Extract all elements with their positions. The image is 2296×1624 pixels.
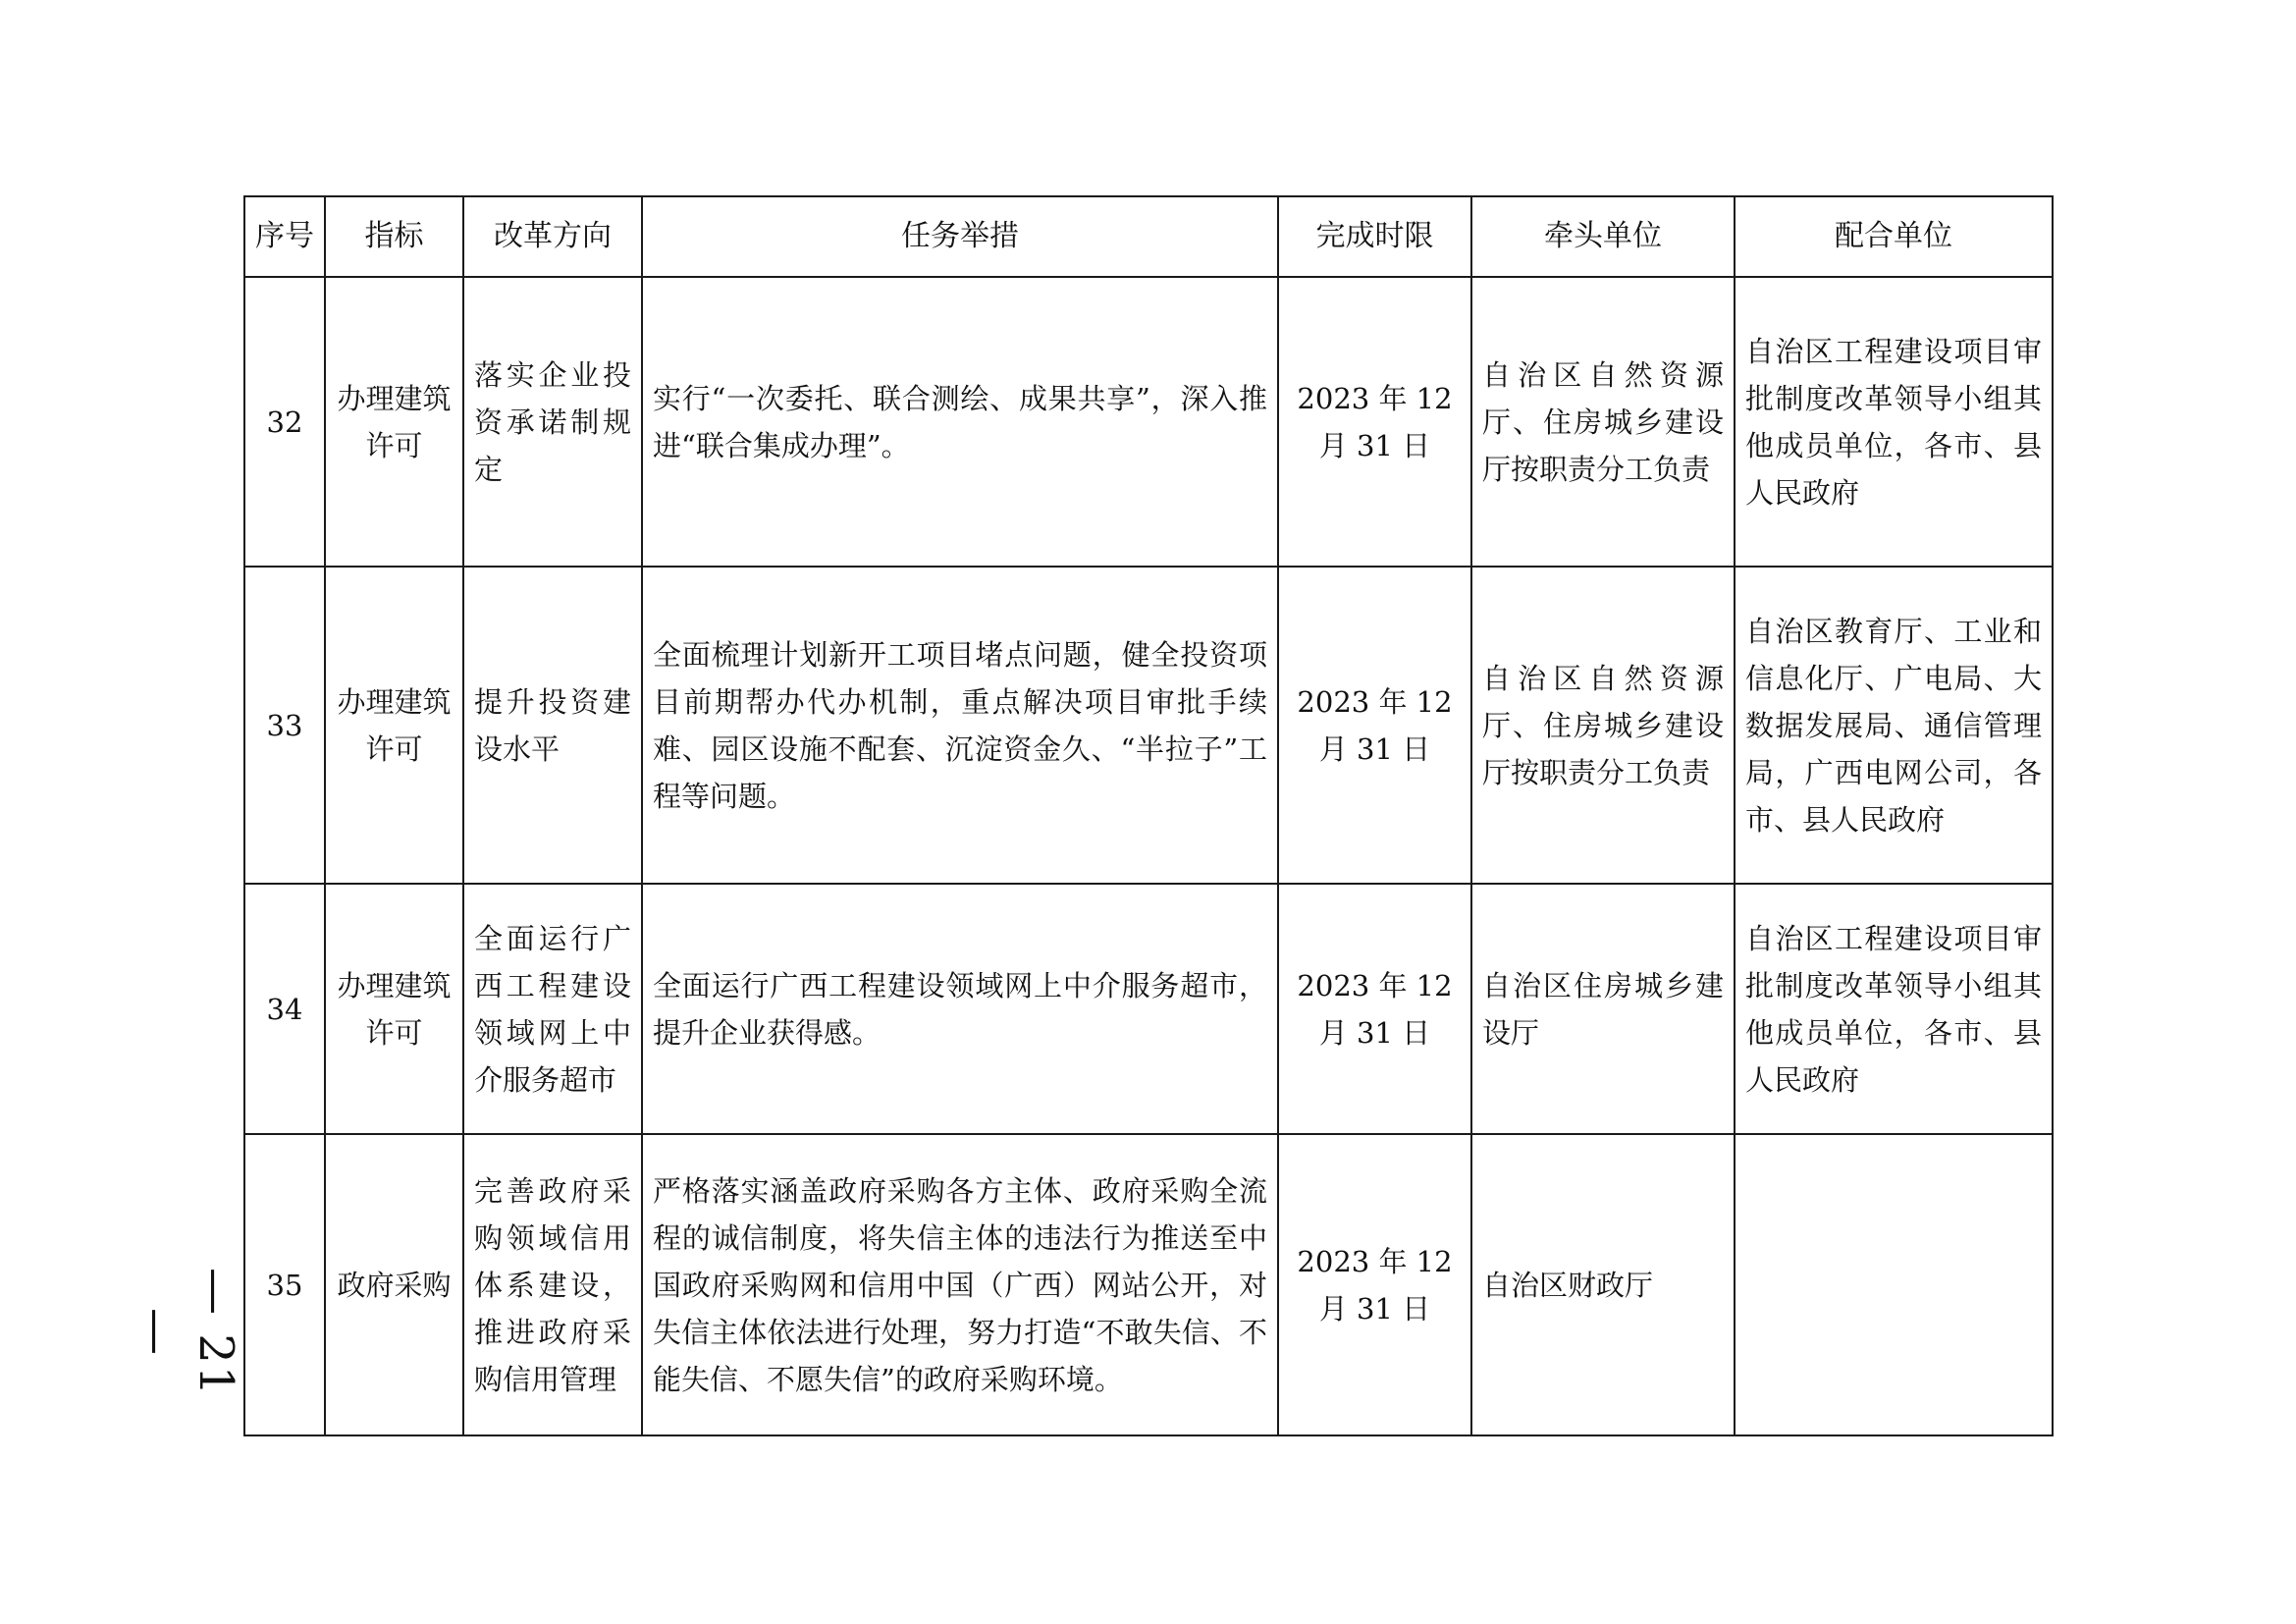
row-measures: 全面运行广西工程建设领域网上中介服务超市，提升企业获得感。 [642, 884, 1278, 1134]
row-indicator: 办理建筑许可 [325, 884, 463, 1134]
row-deadline: 2023 年 12 月 31 日 [1278, 1134, 1471, 1435]
page-number: — 21 — [130, 1267, 243, 1398]
row-lead: 自治区财政厅 [1471, 1134, 1735, 1435]
reform-task-table [243, 195, 2054, 1436]
header-cooperate: 配合单位 [1735, 196, 2053, 277]
row-indicator: 办理建筑许可 [325, 277, 463, 567]
row-deadline: 2023 年 12 月 31 日 [1278, 884, 1471, 1134]
row-no: 34 [244, 884, 325, 1134]
row-direction: 全面运行广西工程建设领域网上中介服务超市 [463, 884, 642, 1134]
row-lead: 自治区自然资源厅、住房城乡建设厅按职责分工负责 [1471, 567, 1735, 884]
header-deadline: 完成时限 [1278, 196, 1471, 277]
table-header-row [244, 196, 2053, 277]
row-no: 33 [244, 567, 325, 884]
table-row [244, 277, 2053, 567]
table-row [244, 567, 2053, 884]
row-indicator: 政府采购 [325, 1134, 463, 1435]
header-lead: 牵头单位 [1471, 196, 1735, 277]
row-direction: 落实企业投资承诺制规定 [463, 277, 642, 567]
header-measures: 任务举措 [642, 196, 1278, 277]
row-cooperate: 自治区工程建设项目审批制度改革领导小组其他成员单位，各市、县人民政府 [1735, 277, 2053, 567]
header-direction: 改革方向 [463, 196, 642, 277]
row-indicator: 办理建筑许可 [325, 567, 463, 884]
row-lead: 自治区住房城乡建设厅 [1471, 884, 1735, 1134]
row-deadline: 2023 年 12 月 31 日 [1278, 277, 1471, 567]
row-direction: 提升投资建设水平 [463, 567, 642, 884]
table-row [244, 884, 2053, 1134]
row-no: 35 [244, 1134, 325, 1435]
row-measures: 严格落实涵盖政府采购各方主体、政府采购全流程的诚信制度，将失信主体的违法行为推送至中国政府采购网和信用中国（广西）网站公开，对失信主体依法进行处理，努力打造“不敢失信、不能失信、不愿失信”的政府采购环境。 [642, 1134, 1278, 1435]
row-cooperate [1735, 1134, 2053, 1435]
row-deadline: 2023 年 12 月 31 日 [1278, 567, 1471, 884]
row-measures: 全面梳理计划新开工项目堵点问题，健全投资项目前期帮办代办机制，重点解决项目审批手续难、园区设施不配套、沉淀资金久、“半拉子”工程等问题。 [642, 567, 1278, 884]
row-lead: 自治区自然资源厅、住房城乡建设厅按职责分工负责 [1471, 277, 1735, 567]
row-no: 32 [244, 277, 325, 567]
row-measures: 实行“一次委托、联合测绘、成果共享”，深入推进“联合集成办理”。 [642, 277, 1278, 567]
row-cooperate: 自治区工程建设项目审批制度改革领导小组其他成员单位，各市、县人民政府 [1735, 884, 2053, 1134]
row-direction: 完善政府采购领域信用体系建设，推进政府采购信用管理 [463, 1134, 642, 1435]
header-indicator: 指标 [325, 196, 463, 277]
row-cooperate: 自治区教育厅、工业和信息化厅、广电局、大数据发展局、通信管理局，广西电网公司，各市、县人民政府 [1735, 567, 2053, 884]
header-no: 序号 [244, 196, 325, 277]
table-row [244, 1134, 2053, 1435]
